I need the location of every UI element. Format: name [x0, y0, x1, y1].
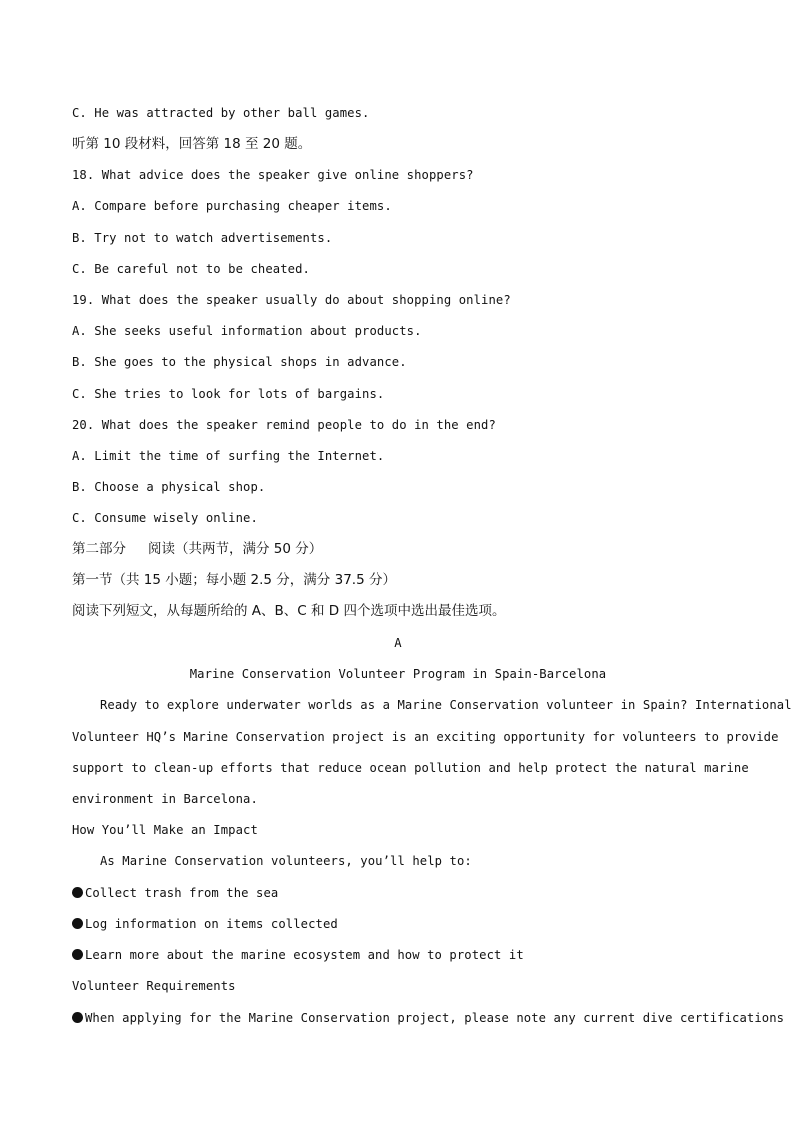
- question-20: 20. What does the speaker remind people to do in the end?: [72, 418, 496, 432]
- bullet-item: [72, 1008, 784, 1028]
- bullet-icon: [72, 887, 83, 898]
- bullet-item: [72, 914, 338, 934]
- answer-option-20a: A. Limit the time of surfing the Internet.: [72, 449, 385, 463]
- passage-paragraph-line-1: Ready to explore underwater worlds as a Marine Conservation volunteer in Spain? International: [100, 698, 792, 712]
- passage-paragraph-line-4: environment in Barcelona.: [72, 792, 258, 806]
- answer-option-19b: B. She goes to the physical shops in advance.: [72, 355, 407, 369]
- passage-paragraph-line-2: Volunteer HQ’s Marine Conservation project is an exciting opportunity for volunteers to provide: [72, 730, 779, 744]
- bullet-text: Collect trash from the sea: [85, 886, 279, 900]
- reading-instruction: 阅读下列短文，从每题所给的 A、B、C 和 D 四个选项中选出最佳选项。: [72, 603, 506, 619]
- bullet-text: Log information on items collected: [85, 917, 338, 931]
- bullet-icon: [72, 918, 83, 929]
- bullet-icon: [72, 1012, 83, 1023]
- passage-intro-list: As Marine Conservation volunteers, you’ll help to:: [100, 854, 472, 868]
- passage-title: Marine Conservation Volunteer Program in Spain-Barcelona: [189, 667, 607, 681]
- answer-option-18b: B. Try not to watch advertisements.: [72, 231, 333, 245]
- passage-letter: A: [394, 636, 402, 650]
- passage-paragraph-line-3: support to clean-up efforts that reduce ocean pollution and help protect the natural marine: [72, 761, 749, 775]
- answer-option-19a: A. She seeks useful information about products.: [72, 324, 422, 338]
- answer-option-18c: C. Be careful not to be cheated.: [72, 262, 310, 276]
- question-19: 19. What does the speaker usually do about shopping online?: [72, 293, 511, 307]
- passage-subheading-impact: How You’ll Make an Impact: [72, 823, 258, 837]
- passage-subheading-requirements: Volunteer Requirements: [72, 979, 236, 993]
- bullet-text: When applying for the Marine Conservation project, please note any current dive certifications: [85, 1011, 785, 1025]
- question-18: 18. What advice does the speaker give online shoppers?: [72, 168, 474, 182]
- section-heading-part-label: 第二部分: [72, 541, 126, 557]
- answer-option-20b: B. Choose a physical shop.: [72, 480, 266, 494]
- answer-option-18a: A. Compare before purchasing cheaper items.: [72, 199, 392, 213]
- bullet-icon: [72, 949, 83, 960]
- section-heading-part-title: 阅读（共两节，满分 50 分）: [148, 541, 323, 557]
- answer-option-17c: C. He was attracted by other ball games.: [72, 106, 370, 120]
- bullet-text: Learn more about the marine ecosystem and how to protect it: [85, 948, 524, 962]
- section-heading-part-two: [72, 539, 322, 559]
- listening-instruction-10: 听第 10 段材料，回答第 18 至 20 题。: [72, 136, 312, 152]
- bullet-item: [72, 945, 524, 965]
- answer-option-19c: C. She tries to look for lots of bargains.: [72, 387, 385, 401]
- subsection-heading: 第一节（共 15 小题；每小题 2.5 分，满分 37.5 分）: [72, 572, 396, 588]
- bullet-item: [72, 883, 278, 903]
- answer-option-20c: C. Consume wisely online.: [72, 511, 258, 525]
